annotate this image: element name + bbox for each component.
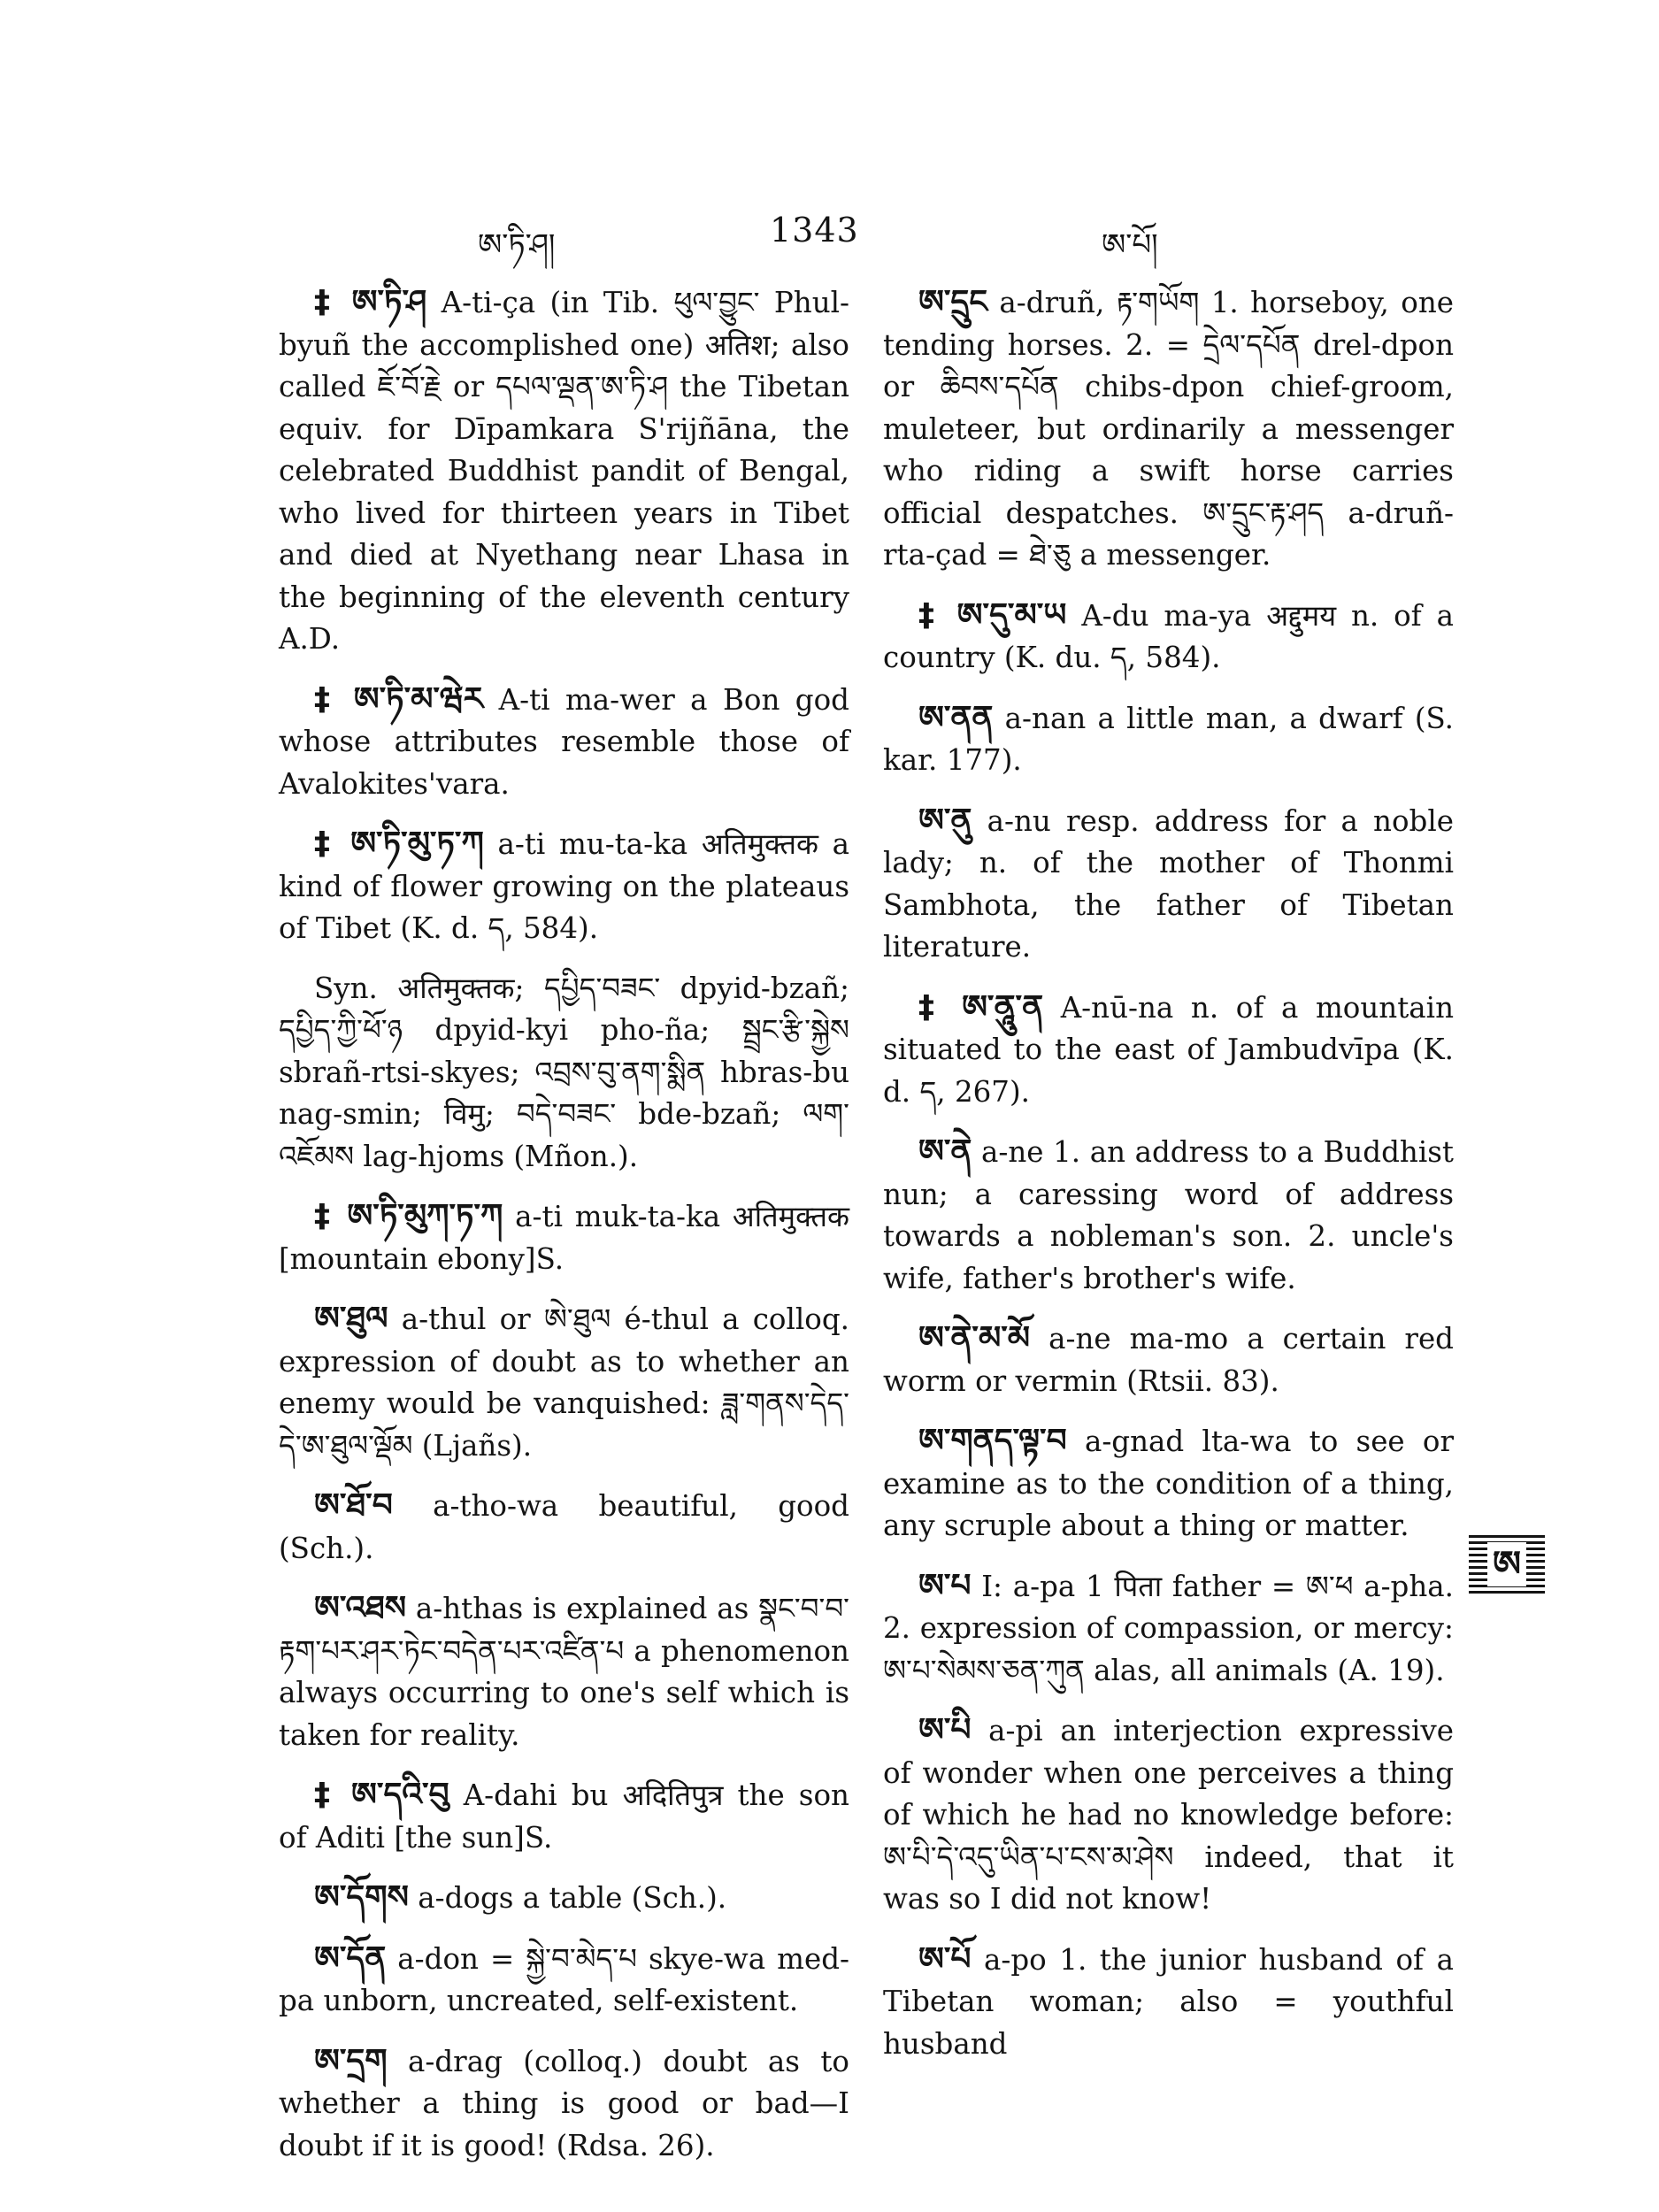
entry-headword: ཨ་ནེ་མ་མོ xyxy=(918,1320,1031,1356)
entry-headword: ཨ་ནུ xyxy=(918,802,972,839)
running-head-left: ཨ་ཏི་ཤ། xyxy=(478,227,556,263)
entry-headword: ‡ ཨ་དུ་མ་ཡ xyxy=(918,596,1067,634)
entry-definition: a-ti mu-ta-ka अतिमुक्तक a kind of flower growing on the plateaus of Tibet (K. d. ད, 584). xyxy=(279,827,849,945)
dictionary-entry xyxy=(279,1485,849,1570)
entry-headword: ཨ་ནན xyxy=(918,699,994,736)
entry-definition: I: a-pa 1 पिता father = ཨ་ཕ a-pha. 2. expression of compassion, or mercy: ཨ་པ་སེམས་ཅན་ཀུན alas, all animals (A. 19). xyxy=(883,1569,1454,1687)
entry-definition: a-hthas is explained as སྣང་བ་བ་རྟག་པར་ཤར་ཏེང་བདེན་པར་འཛིན་པ a phenomenon always occurring to one's self which is taken for reality. xyxy=(279,1592,849,1752)
entry-definition: a-pi an interjection expressive of wonder when one perceives a thing of which he had no knowledge before: ཨ་པི་དེ་འདུ་ཡིན་པ་ངས་མ་ཤེས indeed, that it was so I did not know! xyxy=(883,1714,1454,1916)
thumb-index-tab xyxy=(1469,1535,1545,1594)
entry-definition: a-ti muk-ta-ka अतिमुक्तक [mountain ebony]S. xyxy=(279,1200,849,1276)
dictionary-entry xyxy=(279,1938,849,2023)
dictionary-entry xyxy=(279,1587,849,1756)
entry-headword: ཨ་པ xyxy=(918,1567,972,1604)
dictionary-entry xyxy=(883,1565,1454,1693)
entry-definition: a-gnad lta-wa to see or examine as to the condition of a thing, any scruple about a thing or matter. xyxy=(883,1425,1454,1542)
entry-definition: a-thul or ཨེ་ཐུལ é-thul a colloq. expression of doubt as to whether an enemy would be vanquished: ཟླ་གནས་དེད་དེ་ཨ་ཐུལ་ལྡོམ (Ljañs). xyxy=(279,1302,849,1463)
entry-headword: ཨ་དྲུང xyxy=(918,284,988,320)
entry-headword: ཨ་འཐས xyxy=(314,1590,407,1626)
entry-headword: ‡ ཨ་ཏི་མུཀ་ཏ་ཀ xyxy=(314,1198,503,1234)
dictionary-entry xyxy=(883,800,1454,969)
entry-definition: A-dahi bu अदितिपुत्र the son of Aditi [the sun]S. xyxy=(279,1778,849,1855)
dictionary-entry xyxy=(279,1877,849,1920)
entry-definition: A-du ma-ya अद्दुमय n. of a country (K. du. ད, 584). xyxy=(883,598,1454,674)
entry-headword: ཨ་དོགས xyxy=(314,1879,409,1916)
dictionary-entry xyxy=(883,697,1454,782)
dictionary-entry xyxy=(279,1195,849,1280)
running-head-right: ཨ་པོ། xyxy=(1102,227,1158,263)
thumb-index-letter: ཨ xyxy=(1487,1542,1526,1586)
entry-definition: A-ti-ça (in Tib. ཕུལ་བྱུང་ Phul-byuñ the accomplished one) अतिश; also called ཇོ་བོ་རྗེ or དཔལ་ལྡན་ཨ་ཏི་ཤ the Tibetan equiv. for Dīpamkara S'rijñāna, the celebrated Buddhist pandit of Bengal, who lived for thirteen years in Tibet and died at Nyethang near Lhasa in the beginning of the eleventh century A.D. xyxy=(279,286,849,656)
entry-definition: a-nan a little man, a dwarf (S. kar. 177). xyxy=(883,701,1454,777)
entry-definition: a-dogs a table (Sch.). xyxy=(418,1881,727,1915)
entry-definition: a-ne 1. an address to a Buddhist nun; a caressing word of address towards a nobleman's son. 2. uncle's wife, father's brother's wife. xyxy=(883,1135,1454,1295)
entry-headword: ཨ་ཐོ་བ xyxy=(314,1487,393,1524)
entry-headword: ‡ ཨ་ནཱུ་ན xyxy=(918,988,1044,1025)
dictionary-entry xyxy=(279,968,849,1179)
entry-headword: ཨ་ཐུལ xyxy=(314,1301,388,1337)
dictionary-entry xyxy=(279,2040,849,2168)
entry-headword: ཨ་དྲག xyxy=(314,2042,388,2079)
page-number: 1343 xyxy=(770,211,859,250)
dictionary-entry xyxy=(279,1774,849,1859)
entry-headword: ‡ ཨ་ཏི་ཤ xyxy=(314,284,427,320)
entry-headword: ‡ ཨ་ཏི་མུ་ཏ་ཀ xyxy=(314,826,484,862)
entry-definition: a-drag (colloq.) doubt as to whether a thing is good or bad—I doubt if it is good! (Rdsa. 26). xyxy=(279,2044,849,2162)
entry-definition: a-po 1. the junior husband of a Tibetan woman; also = youthful husband xyxy=(883,1942,1454,2061)
entry-headword: ཨ་པོ xyxy=(918,1940,972,1978)
entry-definition: a-ne ma-mo a certain red worm or vermin (Rtsii. 83). xyxy=(883,1322,1454,1398)
entry-definition: a-tho-wa beautiful, good (Sch.). xyxy=(279,1489,849,1565)
entry-definition: a-druñ, རྟ་གཡོག 1. horseboy, one tending horses. 2. = དྲེལ་དཔོན drel-dpon or ཆིབས་དཔོན chibs-dpon chief-groom, muleteer, but ordinarily a messenger who riding a swift horse carries official despatches. ཨ་དྲུང་རྟ་ཤད a-druñ-rta-çad = ཐེ་ཅུ a messenger. xyxy=(883,286,1454,572)
dictionary-entry xyxy=(883,1939,1454,2066)
entry-definition: A-ti ma-wer a Bon god whose attributes resemble those of Avalokites'vara. xyxy=(279,682,849,801)
entry-definition: a-don = སྐྱེ་བ་མེད་པ skye-wa med-pa unborn, uncreated, self-existent. xyxy=(279,1941,849,2017)
dictionary-entry xyxy=(279,1298,849,1467)
entry-headword: ‡ ཨ་ཏི་མ་ཝེར xyxy=(314,680,484,718)
dictionary-entry xyxy=(883,1317,1454,1402)
entry-headword: ཨ་ནེ xyxy=(918,1133,972,1170)
entry-definition: Syn. अतिमुक्तक; དཔྱིད་བཟང་ dpyid-bzañ; དཔྱིད་ཀྱི་ཕོ་ཉ dpyid-kyi pho-ña; སྦྲང་རྩི་སྐྱེས sbrañ-rtsi-skyes; འབྲས་བུ་ནག་སྨིན hbras-bu nag-smin; विमु; བདེ་བཟང་ bde-bzañ; ལག་འཇོམས lag-hjoms (Mñon.). xyxy=(279,971,849,1173)
entry-definition: a-nu resp. address for a noble lady; n. of the mother of Thonmi Sambhota, the father of Tibetan literature. xyxy=(883,803,1454,964)
dictionary-entry xyxy=(883,281,1454,577)
dictionary-entry xyxy=(883,595,1454,680)
entry-headword: ‡ ཨ་དའི་བུ xyxy=(314,1777,449,1813)
dictionary-entry xyxy=(883,1709,1454,1921)
dictionary-entry xyxy=(279,281,849,661)
dictionary-entry xyxy=(279,679,849,806)
right-column xyxy=(883,281,1454,2083)
dictionary-entry xyxy=(279,823,849,950)
dictionary-entry xyxy=(883,1131,1454,1300)
dictionary-entry xyxy=(883,987,1454,1114)
left-column xyxy=(279,281,849,2185)
entry-headword: ཨ་པི xyxy=(918,1712,972,1748)
entry-headword: ཨ་གནད་ལྟ་བ xyxy=(918,1423,1067,1459)
dictionary-entry xyxy=(883,1420,1454,1548)
entry-headword: ཨ་དོན xyxy=(314,1939,387,1977)
entry-definition: A-nū-na n. of a mountain situated to the east of Jambudvīpa (K. d. ད, 267). xyxy=(883,990,1454,1109)
